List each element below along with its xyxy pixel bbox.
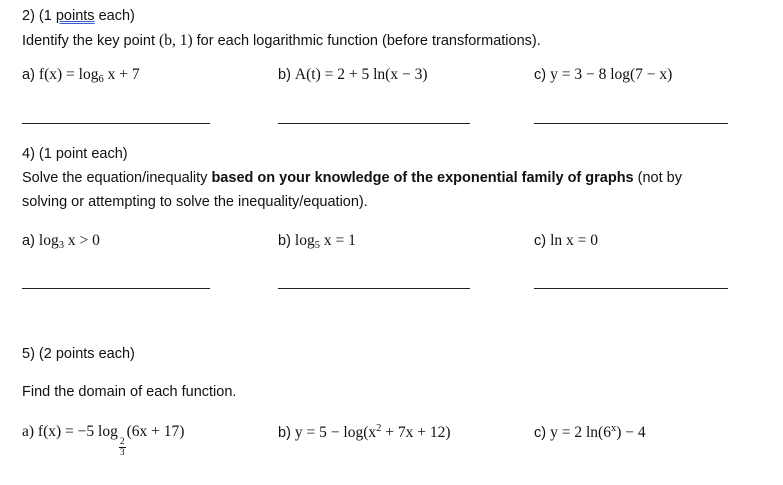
q2-part-a — [22, 66, 140, 85]
q4-b-base: 5 — [314, 240, 320, 251]
q4-a-expression — [39, 232, 100, 249]
q5-c-exponent: x — [610, 423, 617, 434]
q4-instruction-end: (not by — [633, 170, 682, 186]
q4-a-base: 3 — [58, 240, 64, 251]
q2-c-expression: y = 3 − 8 log(7 − x) — [550, 66, 673, 83]
q5-instruction: Find the domain of each function. — [22, 384, 237, 400]
q5-b-expression — [295, 424, 451, 441]
q2-instruction-start: Identify the key point — [22, 33, 160, 49]
q4-c-answer-line[interactable] — [534, 288, 728, 289]
q5-a-base-fraction — [119, 437, 126, 458]
q5-b-expr-pre: y = 5 − log(x — [294, 424, 377, 441]
q2-a-label: a) — [22, 67, 39, 83]
q5-part-b — [278, 423, 451, 442]
q4-instruction-line2: solving or attempting to solve the inequality/equation). — [22, 194, 368, 210]
q2-part-c — [534, 66, 672, 84]
q2-heading-number: 2) (1 — [22, 8, 56, 24]
q5-a-base-num: 2 — [119, 437, 125, 447]
q2-a-expression — [39, 66, 140, 83]
q5-a-expr-post: (6x + 17) — [126, 423, 185, 440]
q5-c-expression — [550, 424, 646, 441]
q4-b-expr-pre: log — [294, 232, 315, 249]
q4-b-expression — [295, 232, 356, 249]
q4-part-b — [278, 232, 356, 251]
q4-c-label: c) — [534, 233, 551, 249]
q5-b-exponent: 2 — [376, 423, 382, 434]
q5-a-expression — [37, 423, 185, 458]
q4-c-expression: ln x = 0 — [550, 232, 599, 249]
q5-part-a — [22, 423, 184, 458]
q2-instruction-end: for each logarithmic function (before transformations). — [192, 33, 541, 49]
q2-b-expression: A(t) = 2 + 5 ln(x − 3) — [294, 66, 428, 83]
q2-instruction-point: (b, 1) — [159, 32, 193, 49]
q4-a-answer-line[interactable] — [22, 288, 210, 289]
q4-b-expr-post: x = 1 — [319, 232, 356, 249]
q5-c-expr-pre: y = 2 ln(6 — [550, 424, 611, 441]
q5-c-expr-post: ) − 4 — [616, 424, 646, 441]
q5-b-label: b) — [278, 425, 295, 441]
q5-heading: 5) (2 points each) — [22, 346, 135, 362]
q2-a-expr-post: x + 7 — [103, 66, 140, 83]
q2-c-answer-line[interactable] — [534, 123, 728, 124]
q4-a-label: a) — [22, 233, 39, 249]
q2-a-base: 6 — [98, 74, 104, 85]
q4-heading: 4) (1 point each) — [22, 146, 128, 162]
q5-a-label: a) — [22, 423, 38, 440]
q2-heading-underlined: points — [55, 8, 95, 24]
q2-instruction — [22, 32, 541, 50]
q4-a-expr-post: x > 0 — [63, 232, 100, 249]
q2-b-answer-line[interactable] — [278, 123, 470, 124]
q5-b-expr-post: + 7x + 12) — [381, 424, 451, 441]
q5-part-c — [534, 423, 646, 442]
q2-b-label: b) — [278, 67, 295, 83]
q4-part-a — [22, 232, 100, 251]
q2-a-expr-pre: f(x) = log — [38, 66, 99, 83]
q4-instruction-start: Solve the equation/inequality — [22, 170, 212, 186]
q5-c-label: c) — [534, 425, 551, 441]
q5-a-expr-pre: f(x) = −5 log — [37, 423, 118, 440]
q4-b-answer-line[interactable] — [278, 288, 470, 289]
q2-part-b — [278, 66, 427, 84]
q2-heading — [22, 8, 135, 24]
q4-instruction — [22, 170, 682, 186]
q4-part-c — [534, 232, 598, 250]
q4-b-label: b) — [278, 233, 295, 249]
q5-a-base-den: 3 — [119, 448, 125, 458]
q2-c-label: c) — [534, 67, 551, 83]
q4-instruction-bold: based on your knowledge of the exponential family of graphs — [211, 170, 634, 186]
q4-a-expr-pre: log — [38, 232, 59, 249]
q2-heading-rest: each) — [94, 8, 135, 24]
q2-a-answer-line[interactable] — [22, 123, 210, 124]
